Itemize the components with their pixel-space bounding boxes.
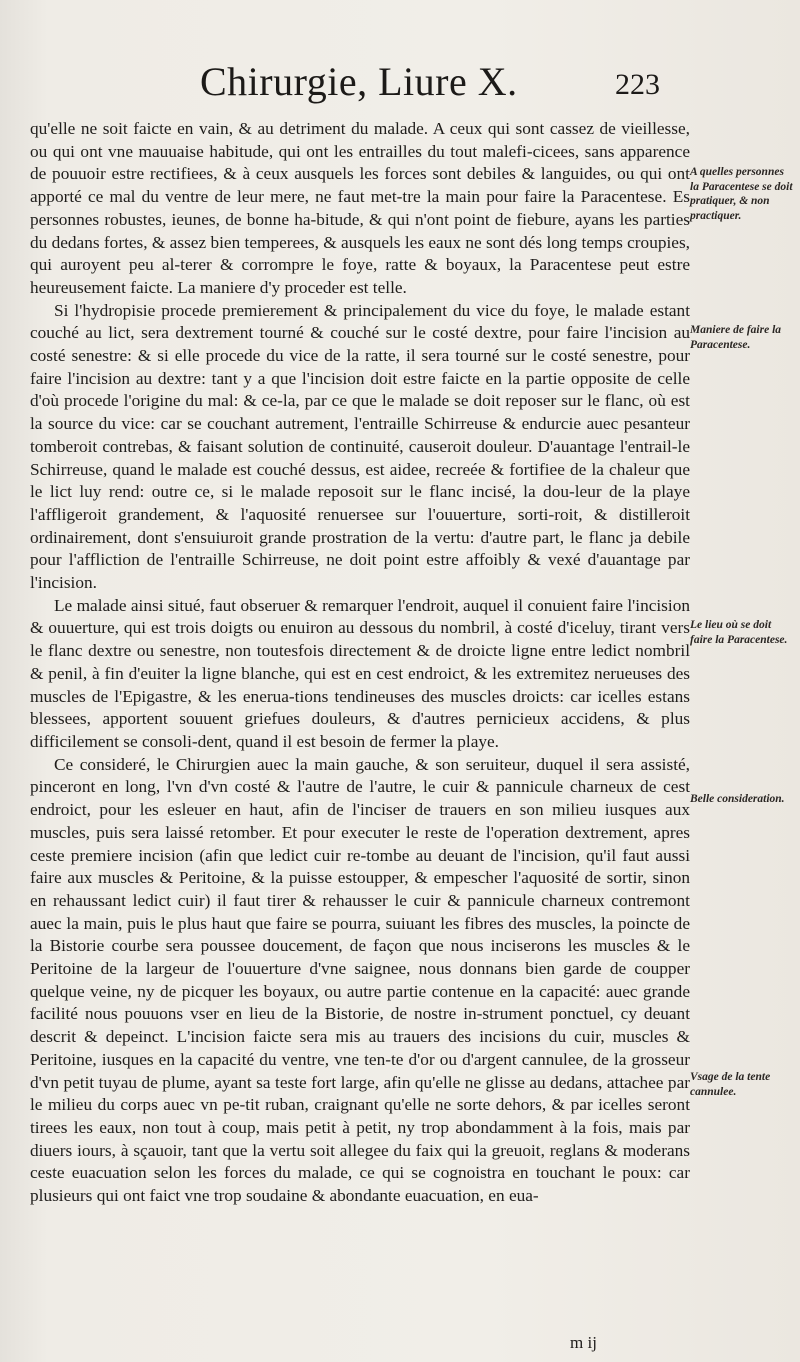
- margin-note: Belle consideration.: [690, 793, 785, 805]
- margin-note: A quelles personnes la Paracentese se doit pratiquer, & non practiquer.: [690, 166, 793, 222]
- margin-note: Maniere de faire la Paracentese.: [690, 324, 782, 351]
- paragraph: qu'elle ne soit faicte en vain, & au detriment du malade. A ceux qui sont cassez de vieillesse, ou qui ont vne mauuaise habitude, qui ont les entrailles du tout malefi-cicees, sans apparence de pouuoir estre rectifiees, & à ceux ausquels les forces sont debiles & languides, ou qui ont apporté ce mal du ventre de leur mere, ne faut met-tre la main pour faire la Paracentese. Es personnes robustes, ieunes, de bonne ha-bitude, & qui n'ont point de fiebure, ayans les parties du dedans fortes, & assez bien temperees, & ausquels les eaux ne sont dés long temps croupies, qui auroyent peu al-terer & corrompre le foye, ratte & boyaux, la Paracentese peut estre heureusement faicte. La maniere d'y proceder est telle.: [30, 119, 690, 297]
- main-text: [30, 118, 690, 1208]
- signature-mark: m ij: [570, 1333, 597, 1352]
- margin-note: Vsage de la tente cannulee.: [690, 1071, 771, 1098]
- page-number: 223: [615, 68, 660, 101]
- paragraph: Ce consideré, le Chirurgien auec la main gauche, & son seruiteur, duquel il sera assisté, pinceront en long, l'vn d'vn costé & l'autre de l'autre, le cuir & pannicule charneux de cest endroict, pour les esleuer en haut, afin de l'inciser de trauers en son milieu iusques aux muscles, puis sera laissé retomber. Et pour executer le reste de l'operation dextrement, apres ceste premiere incision (afin que ledict cuir re-tombe au deuant de l'incision, qu'il faut aussi faire aux muscles & Peritoine, & la puisse estoupper, & empescher l'aquosité de sortir, sinon en rehaussant ledict cuir) il faut tirer & rehausser le cuir & pannicule charneux contremont auec la main, puis le plus haut que faire se pourra, suiuant les fibres des muscles, la poincte de la Bistorie courbe sera poussee doucement, de façon que nous inciserons les muscles & le Peritoine de la largeur de l'ouuerture d'vne saignee, nous donnans bien garde de coupper quelque veine, ny de picquer les boyaux, ou autre partie contenue en la capacité: auec grande facilité nous pouuons vser en lieu de la Bistorie, de nostre in-strument ponctuel, cy deuant descrit & depeinct. L'incision faicte sera mis au trauers des incisions du cuir, muscles & Peritoine, iusques en la capacité du ventre, vne ten-te d'or ou d'argent cannulee, de la grosseur d'vn petit tuyau de plume, ayant sa teste fort large, afin qu'elle ne glisse au dedans, attachee par le milieu du corps auec vn pe-tit ruban, craignant qu'elle ne sorte dehors, & par icelles seront tirees les eaux, non tout à coup, mais petit à petit, ny trop abondamment à la fois, mais par diuers iours, à sçauoir, tant que la vertu soit allegee du faix qui la greuoit, reglans & moderans ceste euacuation selon les forces du malade, ce qui se cognoistra en touchant le poux: car plusieurs qui ont faict vne trop soudaine & abondante euacuation, en eua-: [30, 754, 690, 1206]
- paragraph: Le malade ainsi situé, faut obseruer & remarquer l'endroit, auquel il conuient faire l'incision & ouuerture, qui est trois doigts ou enuiron au dessous du nombril, à costé d'iceluy, tirant vers le flanc dextre ou senestre, non toutesfois directement & de droicte ligne entre ledict nombril & penil, à fin d'euiter la ligne blanche, qui est en cest endroict, & les extremitez nerueuses des muscles de l'Epigastre, & les enerua-tions tendineuses des muscles droicts: car icelles estans blessees, apportent souuent griefues douleurs, & d'autres pernicieux accidens, & plus difficilement se consoli-dent, quand il est besoin de fermer la playe.: [30, 595, 690, 751]
- running-title: Chirurgie, Liure X.: [200, 59, 518, 104]
- margin-note: Le lieu où se doit faire la Paracentese.: [690, 619, 788, 646]
- paragraph: Si l'hydropisie procede premierement & principalement du vice du foye, le malade estant couché au lict, sera dextrement tourné & couché sur le costé dextre, pour faire l'incision au costé senestre: & si elle procede du vice de la ratte, il sera tourné sur le costé senestre, pour faire l'incision au dextre: tant y a que l'incision doit estre faicte en la partie opposite de celle d'où procede l'origine du mal: & ce-la, par ce que le malade se doit reposer sur le flanc, où est la source du vice: car se couchant autrement, l'entraille Schirreuse & endurcie auec pesanteur tomberoit contrebas, & faisant solution de continuité, causeroit douleur. D'auantage l'entrail-le Schirreuse, quand le malade est couché dessus, est aidee, recreée & fortifiee de la chaleur que le lict luy rend: outre ce, si le malade reposoit sur le flanc incisé, la dou-leur de la playe l'affligeroit grandement, & l'aquosité renuersee sur l'ouuerture, sorti-roit, & distilleroit ordinairement, dont s'ensuiuroit grande prostration de la vertu: d'autre part, le flanc ja debile pour l'affliction de l'entraille Schirreuse, ne doit point estre affoibly & vexé d'auantage par l'incision.: [30, 300, 690, 593]
- page-header: [0, 58, 800, 108]
